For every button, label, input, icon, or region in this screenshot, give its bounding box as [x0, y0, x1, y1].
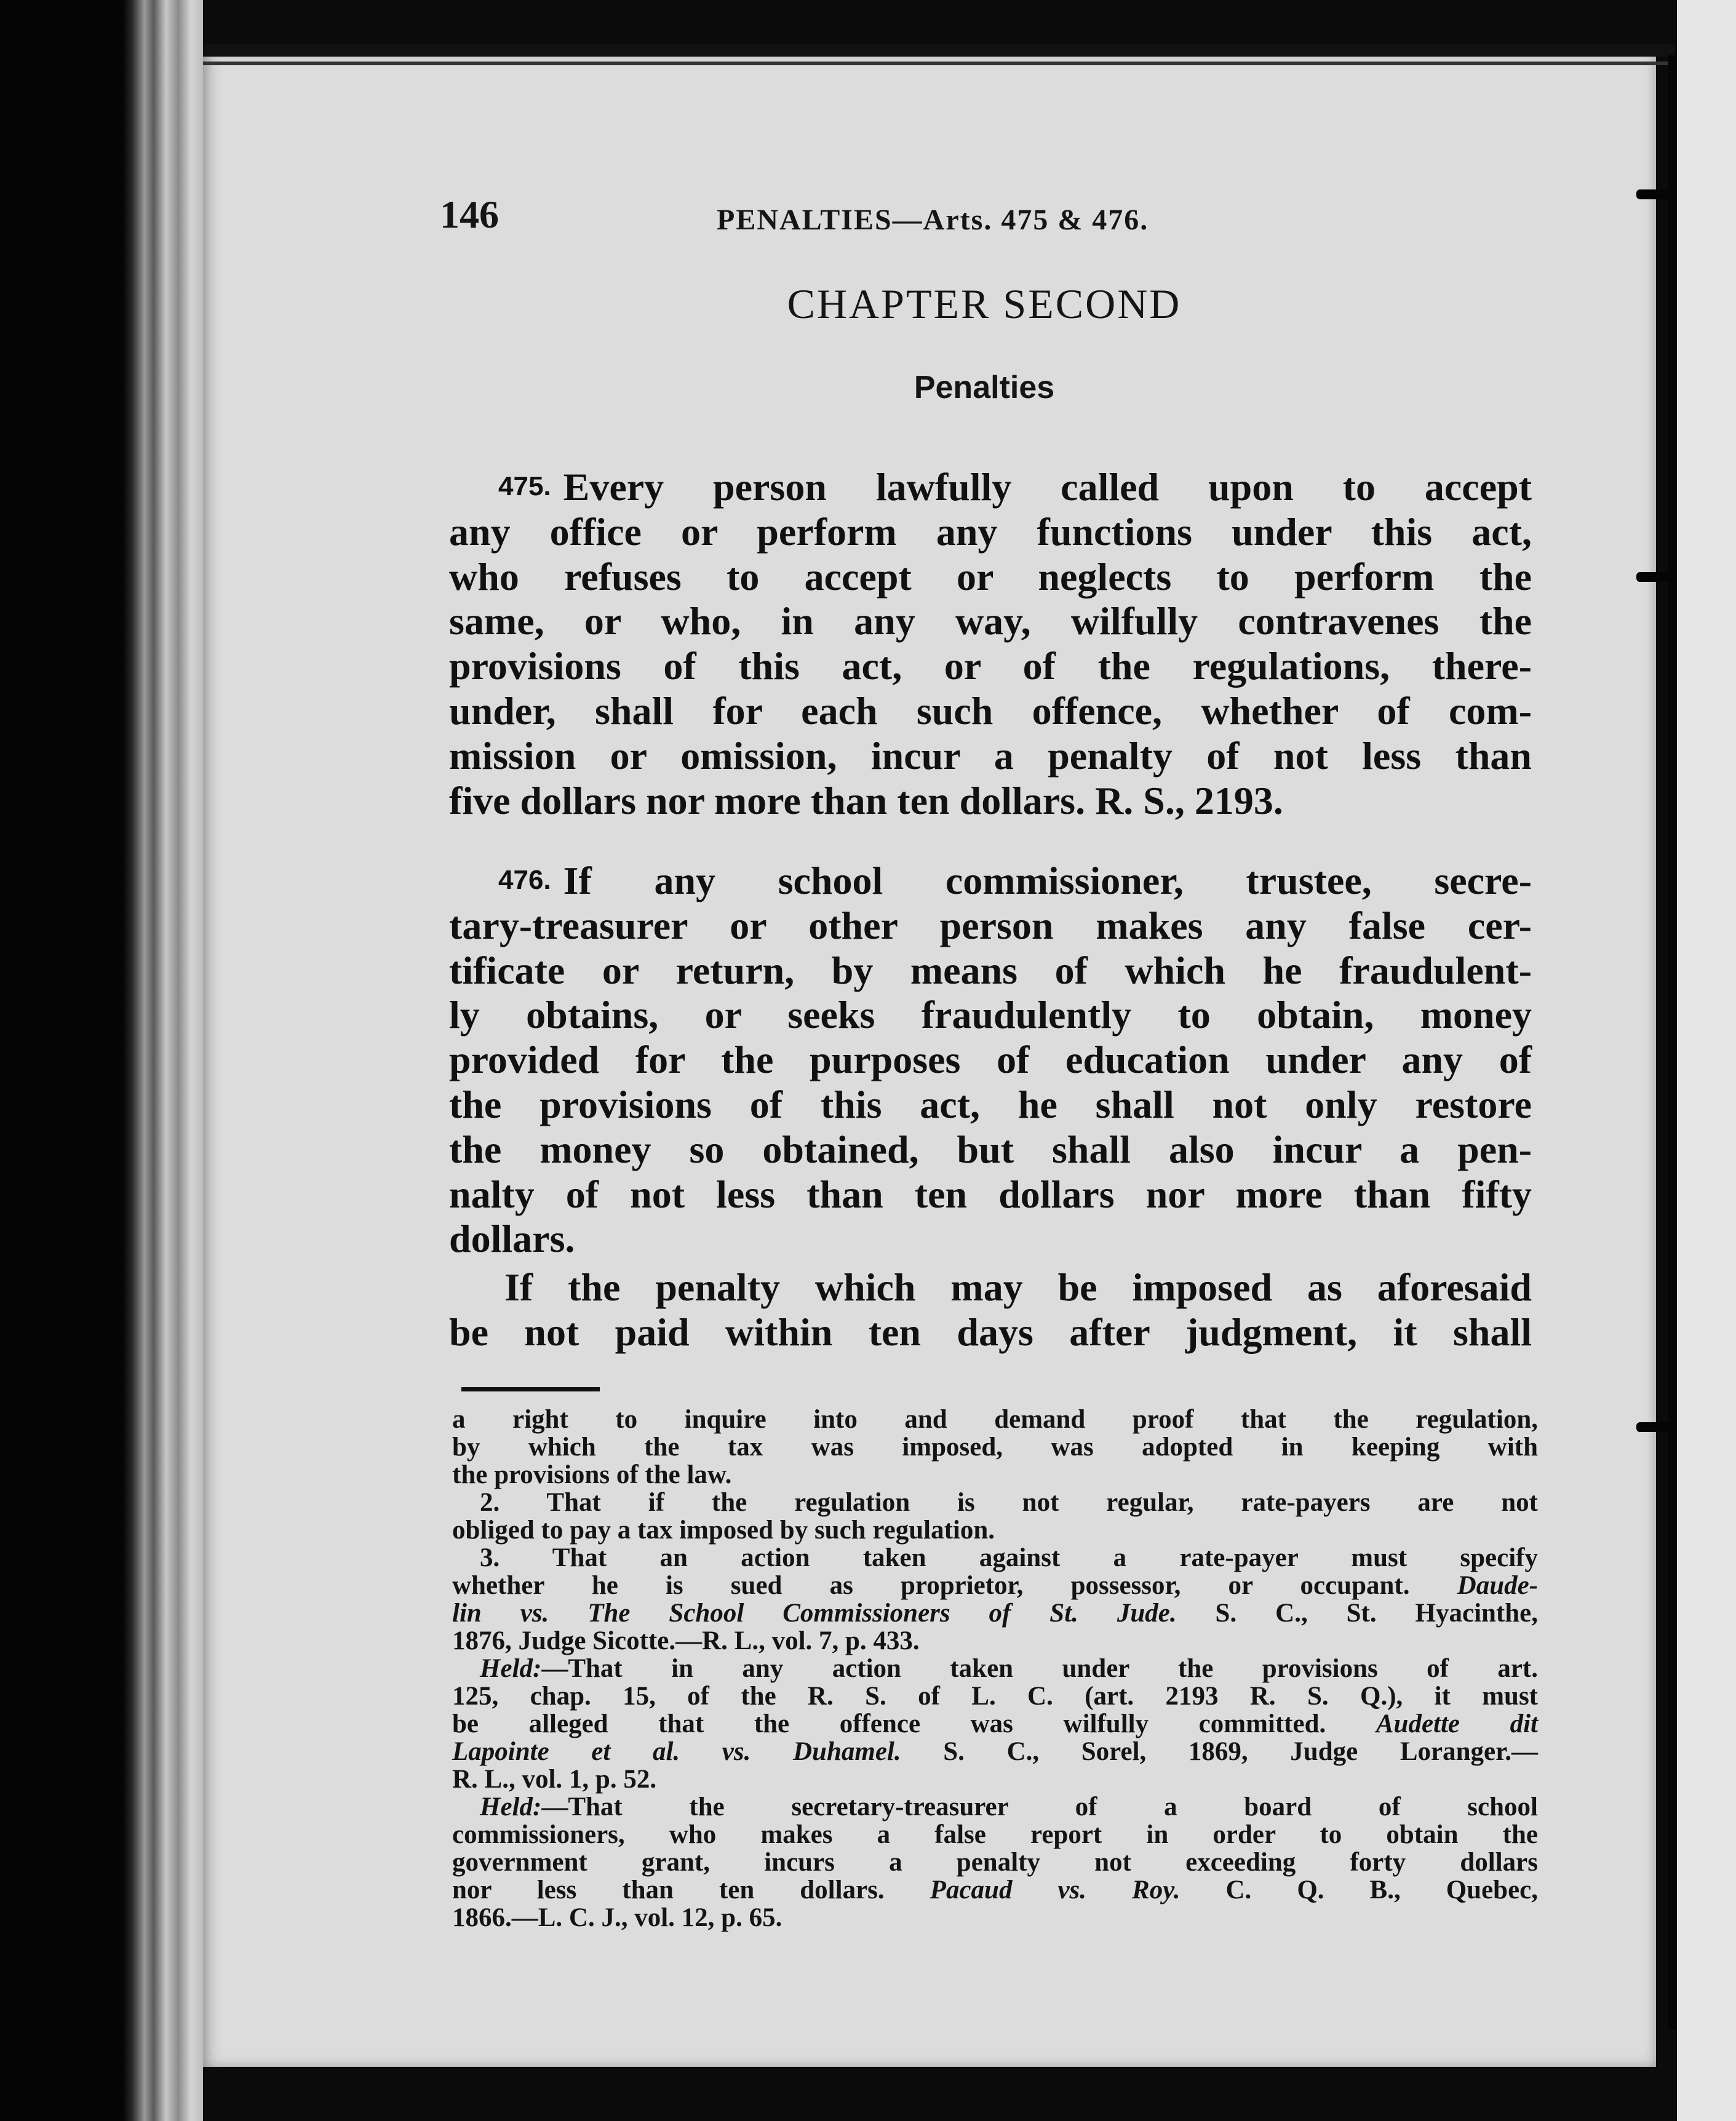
- running-head: PENALTIES—Arts. 475 & 476.: [717, 204, 1149, 236]
- text-line: 475. Every person lawfully called upon to accept: [498, 465, 1532, 509]
- text-line: any office or perform any functions under this act,: [449, 509, 1532, 554]
- text-line: If the penalty which may be imposed as aforesaid: [504, 1265, 1532, 1310]
- text-line: who refuses to accept or neglects to perform the: [449, 554, 1532, 599]
- footnote-line: 2. That if the regulation is not regular, rate-payers are not: [480, 1488, 1538, 1517]
- text-line: tificate or return, by means of which he fraudulent-: [449, 948, 1532, 992]
- text-line: dollars.: [449, 1217, 575, 1261]
- text-line: tary-treasurer or other person makes any false cer-: [449, 903, 1532, 947]
- text-line: nalty of not less than ten dollars nor more than fifty: [449, 1172, 1532, 1216]
- text-line: the provisions of this act, he shall not only restore: [449, 1082, 1532, 1126]
- page-number: 146: [440, 193, 499, 236]
- page-header: [440, 192, 1301, 247]
- footnote-line: nor less than ten dollars. Pacaud vs. Roy. C. Q. B., Quebec,: [452, 1876, 1539, 1904]
- book-spine-edge: [0, 0, 203, 2121]
- article-475: [449, 464, 1532, 823]
- footnote-line: obliged to pay a tax imposed by such regulation.: [452, 1516, 995, 1545]
- text-line: under, shall for each such offence, whether of com-: [449, 688, 1532, 733]
- text-line: five dollars nor more than ten dollars. R. S., 2193.: [449, 778, 1283, 822]
- edge-notch: [1636, 189, 1677, 199]
- footnote-line: Lapointe et al. vs. Duhamel. S. C., Sorel, 1869, Judge Loranger.—: [452, 1737, 1538, 1766]
- page-right-edge: [1668, 55, 1677, 2030]
- text-line: provided for the purposes of education under any of: [449, 1038, 1532, 1082]
- footnote-line: the provisions of the law.: [452, 1460, 732, 1489]
- article-476: [449, 858, 1532, 1355]
- footnote-line: government grant, incurs a penalty not exceeding forty dollars: [452, 1848, 1538, 1877]
- text-line: same, or who, in any way, wilfully contravenes the: [449, 599, 1532, 643]
- text-line: the money so obtained, but shall also incur a pen-: [449, 1127, 1532, 1171]
- footnote-line: 1866.—L. C. J., vol. 12, p. 65.: [452, 1903, 782, 1932]
- footnote-line: lin vs. The School Commissioners of St. Jude. S. C., St. Hyacinthe,: [452, 1599, 1539, 1628]
- footnote-line: whether he is sued as proprietor, possessor, or occupant. Daude-: [452, 1571, 1539, 1600]
- footnote-rule: [461, 1387, 600, 1391]
- chapter-title: CHAPTER SECOND: [787, 281, 1182, 327]
- footnote-line: 1876, Judge Sicotte.—R. L., vol. 7, p. 433.: [452, 1626, 920, 1655]
- article-number: 476.: [498, 865, 551, 895]
- text-line: 476. If any school commissioner, trustee, secre-: [498, 859, 1532, 902]
- edge-notch: [1636, 1422, 1677, 1432]
- article-number: 475.: [498, 471, 551, 501]
- footnote-line: 125, chap. 15, of the R. S. of L. C. (art. 2193 R. S. Q.), it must: [452, 1682, 1538, 1711]
- page-top-border-inner: [203, 62, 1674, 65]
- text-line: be not paid within ten days after judgment, it shall: [449, 1310, 1532, 1354]
- text-line: ly obtains, or seeks fraudulently to obtain, money: [449, 993, 1532, 1037]
- footnote-line: 3. That an action taken against a rate-payer must specify: [480, 1543, 1538, 1572]
- footnote-line: Held:—That in any action taken under the provisions of art.: [480, 1654, 1538, 1683]
- footnotes: [452, 1406, 1538, 1932]
- footnote-line: commissioners, who makes a false report in order to obtain the: [452, 1820, 1538, 1849]
- text-line: mission or omission, incur a penalty of not less than: [449, 733, 1532, 778]
- footnote-line: R. L., vol. 1, p. 52.: [452, 1765, 657, 1794]
- page-top-border: [203, 44, 1674, 57]
- footnote-line: by which the tax was imposed, was adopted in keeping with: [452, 1433, 1538, 1462]
- footnote-line: be alleged that the offence was wilfully committed. Audette dit: [452, 1709, 1538, 1738]
- scan-margin: [1677, 0, 1736, 2121]
- footnote-line: Held:—That the secretary-treasurer of a board of school: [480, 1793, 1538, 1821]
- footnote-line: a right to inquire into and demand proof that the regulation,: [452, 1405, 1538, 1434]
- section-title: Penalties: [914, 370, 1055, 405]
- edge-notch: [1636, 572, 1677, 582]
- text-line: provisions of this act, or of the regulations, there-: [449, 644, 1532, 688]
